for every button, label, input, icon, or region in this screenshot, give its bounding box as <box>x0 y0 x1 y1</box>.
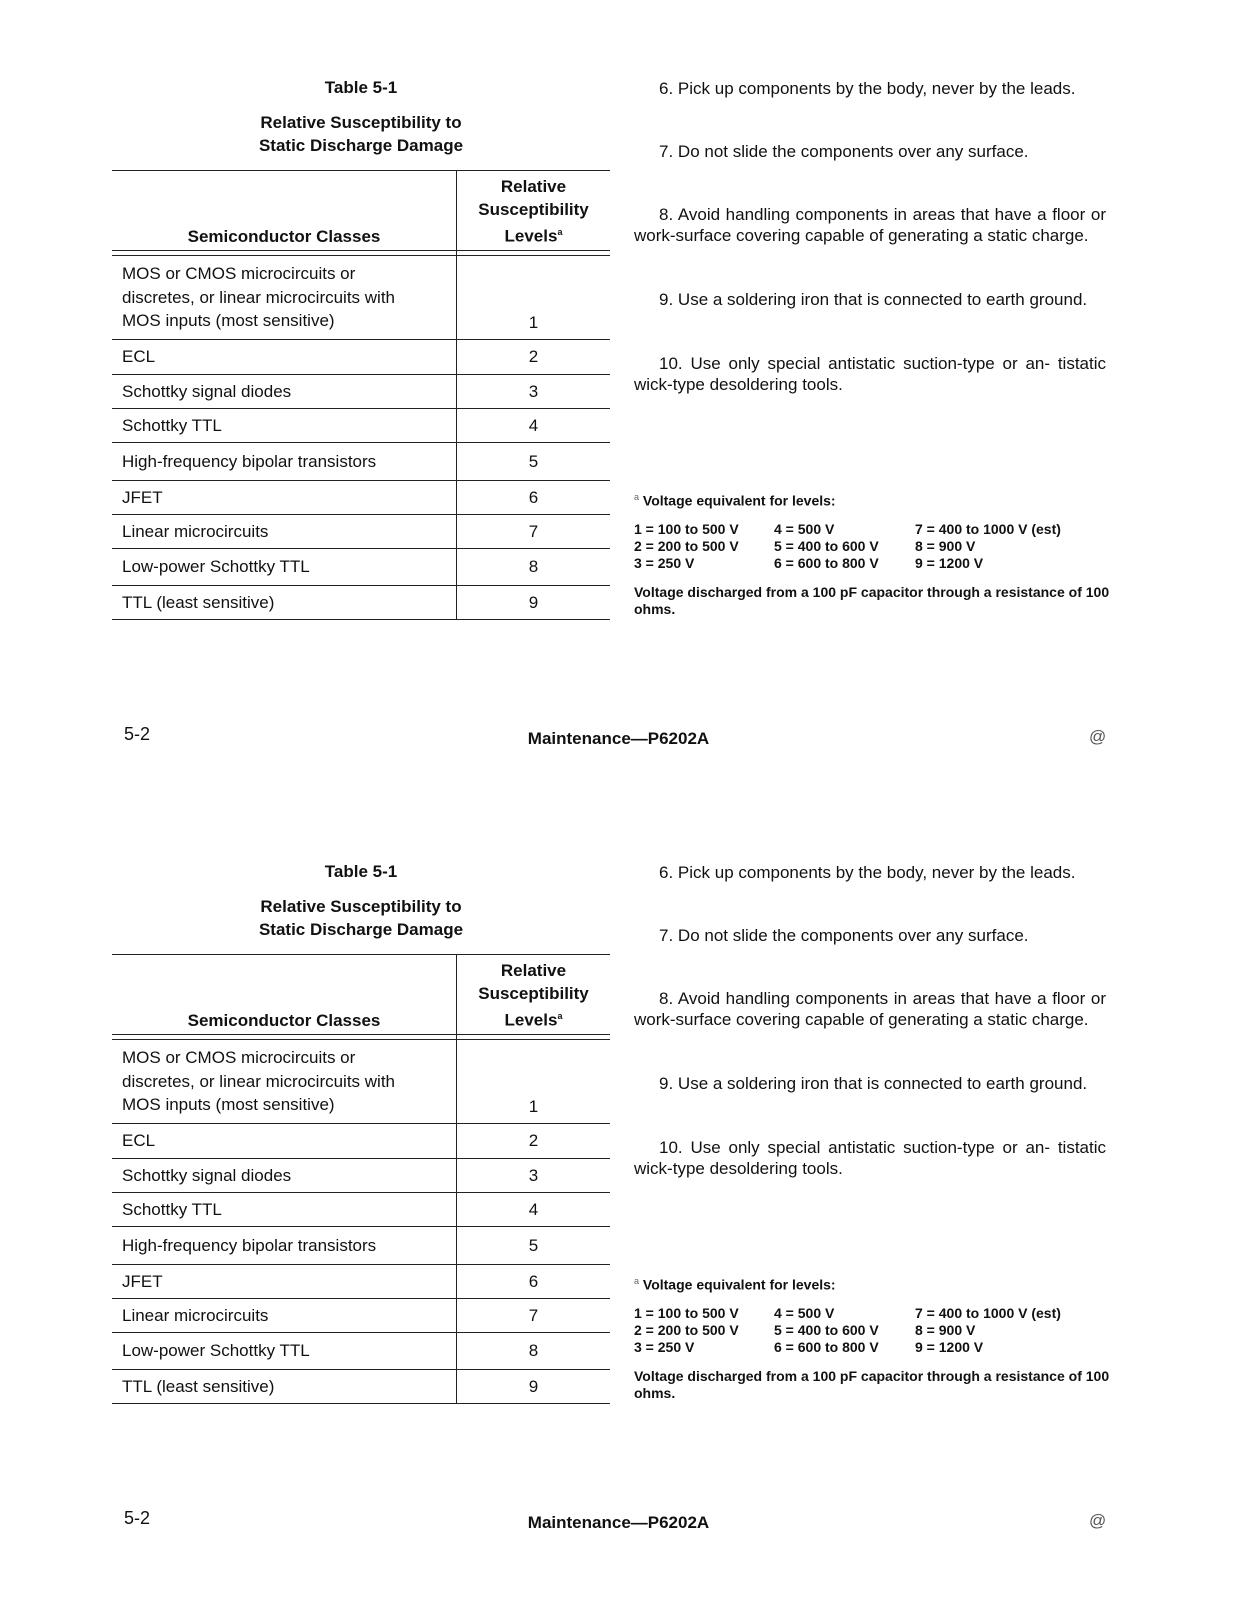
semiconductor-class-cell <box>112 586 457 620</box>
class-text-line3: MOS inputs (most sensitive) <box>122 311 335 330</box>
step-number: 7. <box>659 926 674 945</box>
header-levels-text: Levels <box>504 227 558 246</box>
handling-step <box>634 1073 1106 1094</box>
table-header-row <box>112 171 610 251</box>
class-text-line1: ECL <box>122 1131 156 1151</box>
voltage-level: 8 = 900 V <box>915 1321 976 1338</box>
class-text-line1: Low-power Schottky TTL <box>122 557 310 577</box>
semiconductor-class-cell <box>112 1370 457 1404</box>
table-row <box>112 443 610 481</box>
handling-step <box>634 925 1106 946</box>
table-row <box>112 1299 610 1333</box>
voltage-level: 5 = 400 to 600 V <box>774 1321 879 1338</box>
running-footer-title: Maintenance—P6202A <box>527 1513 710 1532</box>
handling-step <box>634 78 1106 99</box>
susceptibility-level-cell: 8 <box>457 1333 611 1370</box>
header-relative-susceptibility-levels <box>457 171 611 251</box>
discharge-note: Voltage discharged from a 100 pF capacitor through a resistance of 100 ohms. <box>634 1367 1110 1401</box>
table-row <box>112 481 610 515</box>
table-row <box>112 256 610 340</box>
semiconductor-class-cell <box>112 549 457 586</box>
class-text-line1: JFET <box>122 487 163 507</box>
table-title-line-2: Static Discharge Damage <box>258 136 464 155</box>
handling-step <box>634 862 1106 883</box>
table-title <box>112 111 610 157</box>
footnote-marker: a <box>557 1011 563 1022</box>
voltage-level: 5 = 400 to 600 V <box>774 537 879 554</box>
semiconductor-class-cell <box>112 1159 457 1193</box>
handling-step <box>634 1137 1106 1179</box>
class-text-line1: MOS or CMOS microcircuits or <box>122 1048 356 1067</box>
step-text: Do not slide the components over any surface. <box>677 926 1029 945</box>
susceptibility-level-cell: 8 <box>457 549 611 586</box>
table-row <box>112 1265 610 1299</box>
class-text-line1: High-frequency bipolar transistors <box>122 1235 377 1255</box>
semiconductor-class-cell <box>112 256 457 340</box>
step-number: 8. <box>659 989 674 1008</box>
susceptibility-table <box>112 954 610 1404</box>
header-levels-text: Levels <box>504 1011 558 1030</box>
page-number: 5-2 <box>124 724 151 744</box>
footnote-title-marker: a <box>634 1276 640 1286</box>
step-text: Use a soldering iron that is connected to earth ground. <box>677 1074 1088 1093</box>
class-text-line1: Schottky signal diodes <box>122 381 292 401</box>
table-title-line-1: Relative Susceptibility to <box>260 113 462 132</box>
footnote-title-text: Voltage equivalent for levels: <box>642 1276 836 1293</box>
step-text: Use a soldering iron that is connected to earth ground. <box>677 290 1088 309</box>
susceptibility-level-cell: 2 <box>457 340 611 375</box>
table-row <box>112 586 610 620</box>
table-row <box>112 340 610 375</box>
voltage-level: 3 = 250 V <box>634 1338 695 1355</box>
step-number: 7. <box>659 142 674 161</box>
susceptibility-level-cell: 1 <box>457 1040 611 1124</box>
semiconductor-class-cell <box>112 1227 457 1265</box>
table-row <box>112 409 610 443</box>
class-text-line1: Schottky TTL <box>122 415 222 435</box>
footer-mark: @ <box>1089 727 1107 746</box>
table-row <box>112 1159 610 1193</box>
table-footnote <box>634 1276 1119 1402</box>
class-text-line1: Low-power Schottky TTL <box>122 1341 310 1361</box>
handling-step <box>634 988 1106 1030</box>
susceptibility-level-cell: 6 <box>457 1265 611 1299</box>
semiconductor-class-cell <box>112 1299 457 1333</box>
handling-steps <box>634 862 1106 1179</box>
susceptibility-level-cell: 1 <box>457 256 611 340</box>
susceptibility-level-cell: 5 <box>457 1227 611 1265</box>
class-text-line2: discretes, or linear microcircuits with <box>122 1071 396 1091</box>
footnote-title-marker: a <box>634 492 640 502</box>
voltage-level: 4 = 500 V <box>774 1304 835 1321</box>
document-page-2 <box>0 784 1237 1568</box>
header-relative-susceptibility-levels <box>457 955 611 1035</box>
table-row <box>112 1124 610 1159</box>
step-number: 10. <box>659 1138 683 1157</box>
table-number: Table 5-1 <box>324 78 398 97</box>
class-text-line2: discretes, or linear microcircuits with <box>122 287 396 307</box>
table-row <box>112 549 610 586</box>
table-row <box>112 1193 610 1227</box>
document-page-1 <box>0 0 1237 784</box>
header-line-relative: Relative <box>500 177 567 197</box>
semiconductor-class-cell <box>112 340 457 375</box>
susceptibility-level-cell: 4 <box>457 1193 611 1227</box>
voltage-level: 7 = 400 to 1000 V (est) <box>915 520 1061 537</box>
semiconductor-class-cell <box>112 1193 457 1227</box>
step-number: 6. <box>659 863 674 882</box>
table-number: Table 5-1 <box>324 862 398 881</box>
table-title <box>112 895 610 941</box>
header-semiconductor-classes: Semiconductor Classes <box>187 227 381 246</box>
class-text-line1: Schottky signal diodes <box>122 1165 292 1185</box>
footer-mark: @ <box>1089 1511 1107 1530</box>
step-text: Avoid handling components in areas that have a floor or work-surface covering capable of generating a static charge. <box>634 989 1106 1029</box>
table-title-line-2: Static Discharge Damage <box>258 920 464 939</box>
handling-step <box>634 204 1106 246</box>
step-text: Use only special antistatic suction-type or an- tistatic wick-type desoldering tools. <box>634 1138 1106 1178</box>
table-title-line-1: Relative Susceptibility to <box>260 897 462 916</box>
voltage-level: 7 = 400 to 1000 V (est) <box>915 1304 1061 1321</box>
class-text-line1: ECL <box>122 347 156 367</box>
voltage-level-grid <box>634 521 1119 572</box>
handling-step <box>634 353 1106 395</box>
step-text: Do not slide the components over any surface. <box>677 142 1029 161</box>
running-footer-title: Maintenance—P6202A <box>527 729 710 748</box>
susceptibility-level-cell: 3 <box>457 1159 611 1193</box>
handling-step <box>634 141 1106 162</box>
voltage-level: 6 = 600 to 800 V <box>774 554 879 571</box>
semiconductor-class-cell <box>112 375 457 409</box>
step-number: 9. <box>659 290 674 309</box>
voltage-level-grid <box>634 1305 1119 1356</box>
footnote-title-text: Voltage equivalent for levels: <box>642 492 836 509</box>
class-text-line1: Schottky TTL <box>122 1199 222 1219</box>
class-text-line1: JFET <box>122 1271 163 1291</box>
step-number: 10. <box>659 354 683 373</box>
voltage-level: 8 = 900 V <box>915 537 976 554</box>
handling-step <box>634 289 1106 310</box>
semiconductor-class-cell <box>112 515 457 549</box>
discharge-note: Voltage discharged from a 100 pF capacitor through a resistance of 100 ohms. <box>634 583 1110 617</box>
table-header-row <box>112 955 610 1035</box>
class-text-line1: High-frequency bipolar transistors <box>122 451 377 471</box>
step-number: 6. <box>659 79 674 98</box>
semiconductor-class-cell <box>112 443 457 481</box>
class-text-line1: Linear microcircuits <box>122 1305 269 1325</box>
footnote-title <box>634 1276 1119 1293</box>
class-text-line1: Linear microcircuits <box>122 521 269 541</box>
header-line-levels <box>457 1005 610 1032</box>
table-row <box>112 1370 610 1404</box>
voltage-level: 3 = 250 V <box>634 554 695 571</box>
susceptibility-level-cell: 3 <box>457 375 611 409</box>
voltage-level: 1 = 100 to 500 V <box>634 520 739 537</box>
table-row <box>112 375 610 409</box>
semiconductor-class-cell <box>112 1124 457 1159</box>
footnote-marker: a <box>557 227 563 238</box>
step-text: Avoid handling components in areas that have a floor or work-surface covering capable of generating a static charge. <box>634 205 1106 245</box>
voltage-level: 9 = 1200 V <box>915 1338 984 1355</box>
handling-steps <box>634 78 1106 395</box>
step-text: Pick up components by the body, never by the leads. <box>677 79 1076 98</box>
header-semiconductor-classes: Semiconductor Classes <box>187 1011 381 1030</box>
semiconductor-class-cell <box>112 1333 457 1370</box>
susceptibility-level-cell: 9 <box>457 1370 611 1404</box>
step-number: 9. <box>659 1074 674 1093</box>
table-footnote <box>634 492 1119 618</box>
semiconductor-class-cell <box>112 1040 457 1124</box>
step-text: Pick up components by the body, never by the leads. <box>677 863 1076 882</box>
susceptibility-table <box>112 170 610 620</box>
header-line-susceptibility: Susceptibility <box>478 200 589 220</box>
table-row <box>112 1227 610 1265</box>
susceptibility-level-cell: 6 <box>457 481 611 515</box>
susceptibility-level-cell: 9 <box>457 586 611 620</box>
header-line-susceptibility: Susceptibility <box>478 984 589 1004</box>
semiconductor-class-cell <box>112 409 457 443</box>
table-row <box>112 515 610 549</box>
class-text-line3: MOS inputs (most sensitive) <box>122 1095 335 1114</box>
susceptibility-level-cell: 7 <box>457 1299 611 1333</box>
header-line-levels <box>457 221 610 248</box>
susceptibility-level-cell: 7 <box>457 515 611 549</box>
table-row <box>112 1333 610 1370</box>
susceptibility-level-cell: 5 <box>457 443 611 481</box>
voltage-level: 2 = 200 to 500 V <box>634 537 739 554</box>
table-row <box>112 1040 610 1124</box>
voltage-level: 2 = 200 to 500 V <box>634 1321 739 1338</box>
class-text-line1: TTL (least sensitive) <box>122 592 275 612</box>
voltage-level: 4 = 500 V <box>774 520 835 537</box>
footnote-title <box>634 492 1119 509</box>
semiconductor-class-cell <box>112 481 457 515</box>
header-line-relative: Relative <box>500 961 567 981</box>
susceptibility-level-cell: 4 <box>457 409 611 443</box>
step-text: Use only special antistatic suction-type or an- tistatic wick-type desoldering tools. <box>634 354 1106 394</box>
susceptibility-level-cell: 2 <box>457 1124 611 1159</box>
voltage-level: 6 = 600 to 800 V <box>774 1338 879 1355</box>
semiconductor-class-cell <box>112 1265 457 1299</box>
step-number: 8. <box>659 205 674 224</box>
class-text-line1: TTL (least sensitive) <box>122 1376 275 1396</box>
page-number: 5-2 <box>124 1508 151 1528</box>
voltage-level: 9 = 1200 V <box>915 554 984 571</box>
class-text-line1: MOS or CMOS microcircuits or <box>122 264 356 283</box>
voltage-level: 1 = 100 to 500 V <box>634 1304 739 1321</box>
